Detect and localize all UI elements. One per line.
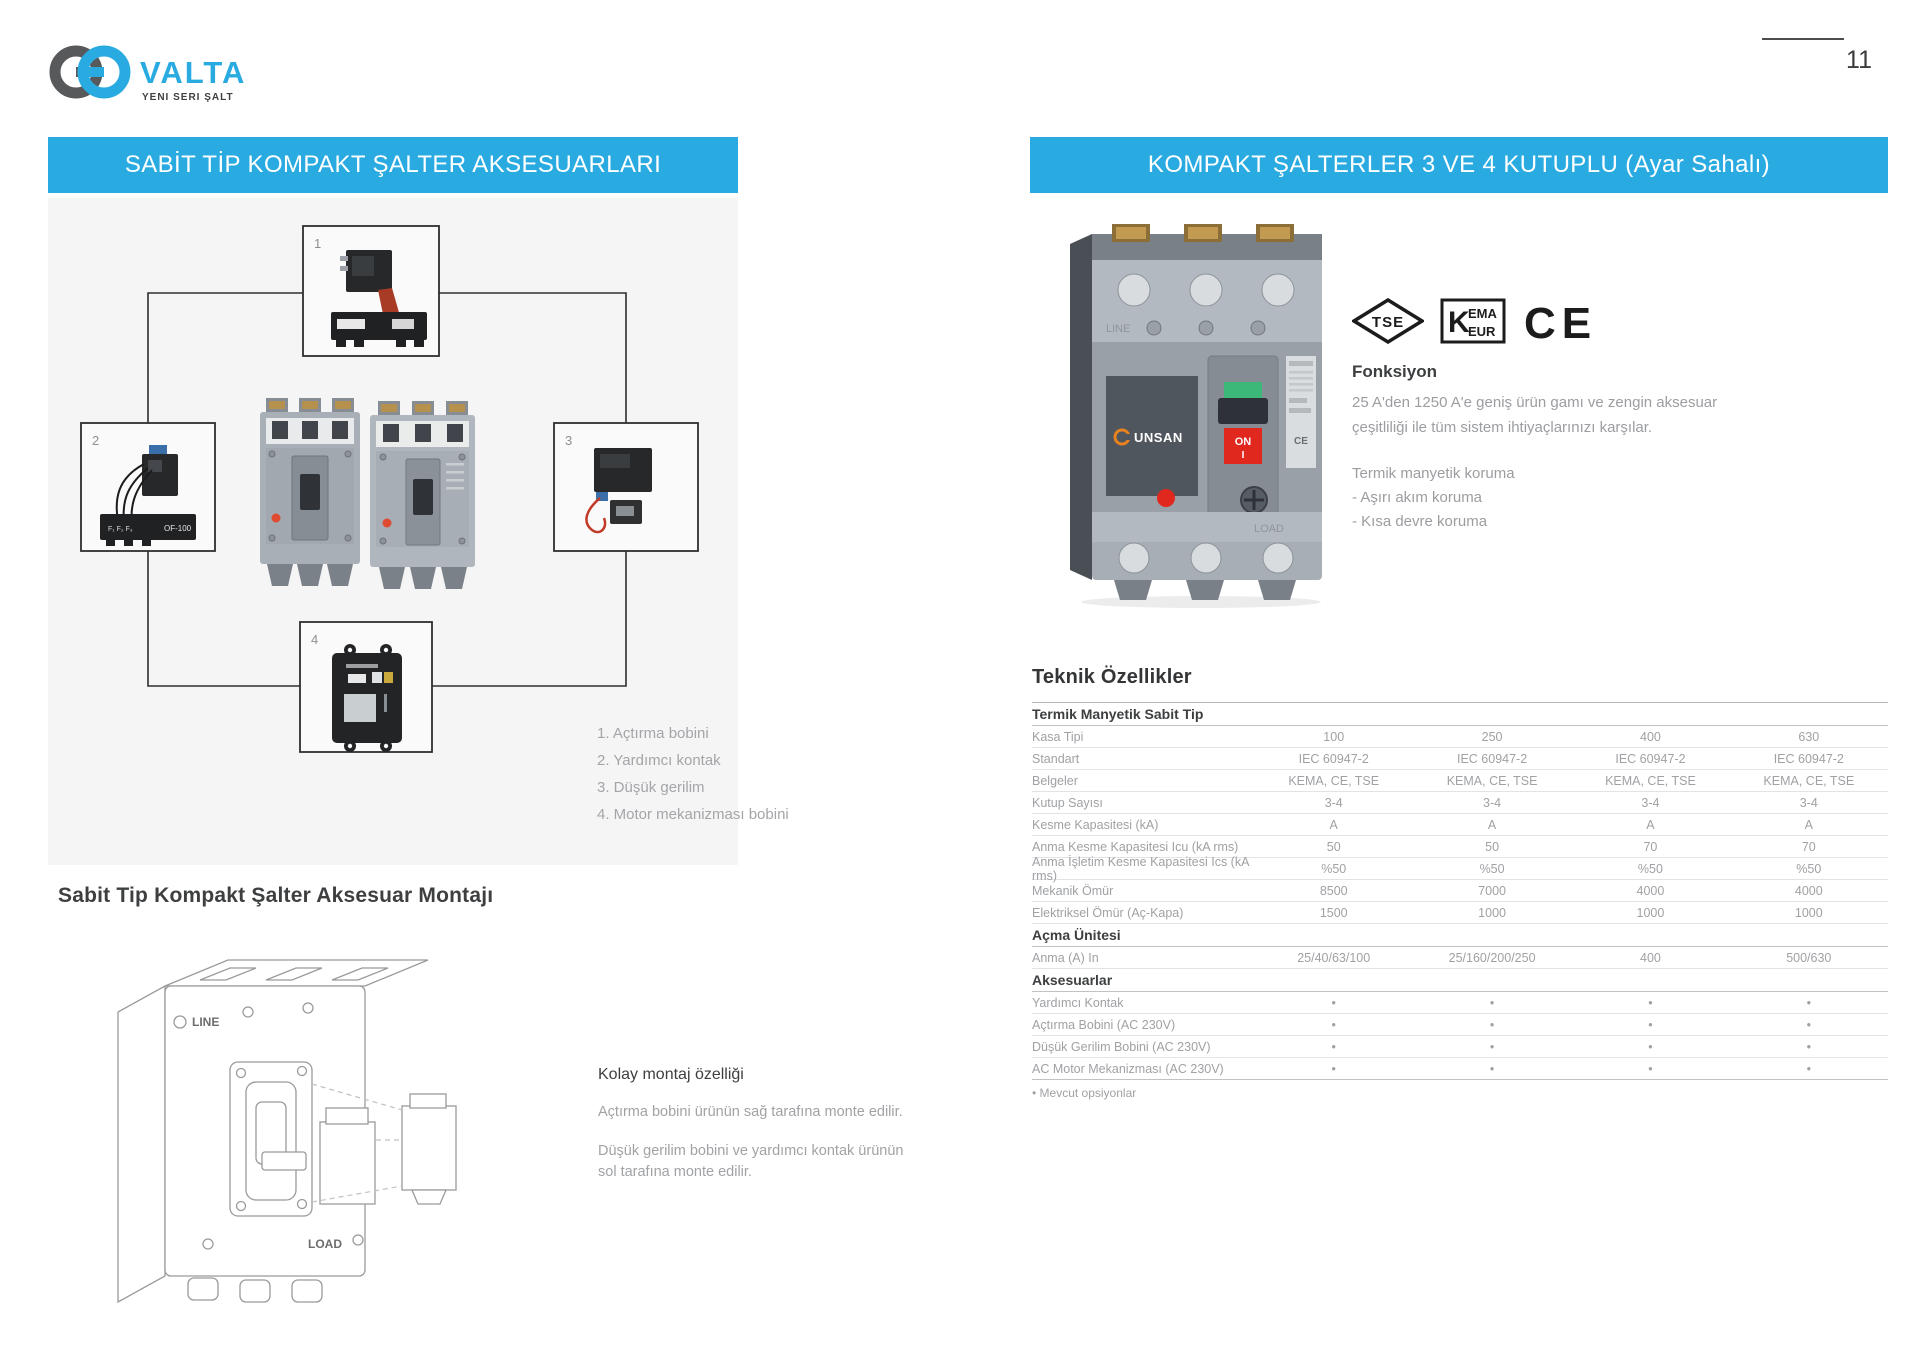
brand-logo [48,40,278,108]
row-value: %50 [1321,861,1347,876]
breaker-photo-right [370,401,475,589]
svg-text:EMA: EMA [1468,306,1497,321]
row-value: • [1489,1039,1495,1054]
row-value: 4000 [1636,883,1665,898]
toggle-handle [1218,398,1268,424]
row-label: Anma İşletim Kesme Kapasitesi Ics (kA rms) [1032,854,1249,883]
table-section-header: Açma Ünitesi [1032,924,1888,947]
kema-keur-mark-icon [1440,298,1506,344]
adjust-screw [1241,487,1267,513]
row-value: 100 [1323,729,1345,744]
row-value: %50 [1479,861,1505,876]
row-value: 400 [1640,729,1661,744]
breaker-load-label: LOAD [1254,523,1284,535]
row-value: 8500 [1319,883,1348,898]
protection-line-3: - Kısa devre koruma [1352,513,1488,530]
row-value: 3-4 [1483,795,1502,810]
row-value: IEC 60947-2 [1773,751,1844,766]
row-value: • [1648,1061,1653,1076]
right-section-header: KOMPAKT ŞALTERLER 3 VE 4 KUTUPLU (Ayar Sahalı) [1030,137,1888,193]
row-value: 400 [1640,950,1661,965]
table-row [1032,902,1888,924]
box3-number: 3 [565,433,573,448]
row-value: 70 [1801,839,1816,854]
row-value: 3-4 [1799,795,1818,810]
top-terminals [1112,224,1294,242]
montaj-drawing [80,944,490,1329]
row-label: Kasa Tipi [1032,729,1084,744]
row-value: KEMA, CE, TSE [1288,773,1380,788]
tech-table-title: Teknik Özellikler [1032,666,1192,688]
product-photo [1056,206,1341,616]
accessory-legend [597,720,857,828]
row-value: KEMA, CE, TSE [1605,773,1696,788]
table-section-header: Aksesuarlar [1032,969,1888,992]
table-footnote: • Mevcut opsiyonlar [1032,1086,1137,1100]
montaj-paragraph-1: Açtırma bobini ürünün sağ tarafına monte edilir. [598,1104,903,1120]
row-value: IEC 60947-2 [1298,751,1369,766]
row-value: A [1804,817,1813,832]
protection-line-2: - Aşırı akım koruma [1352,489,1483,506]
drawing-line-label: LINE [192,1015,220,1029]
spec-ce-mark: CE [1294,436,1308,447]
svg-text:EUR: EUR [1468,324,1496,339]
green-indicator [1224,382,1262,398]
logo-brand-text: VALTA [140,55,247,90]
brand-panel [1106,376,1198,496]
table-row [1032,1036,1888,1058]
row-label: AC Motor Mekanizması (AC 230V) [1032,1061,1224,1076]
montaj-paragraph-2: Düşük gerilim bobini ve yardımcı kontak ürünün sol tarafına monte edilir. [598,1143,904,1180]
row-value: 250 [1481,729,1503,744]
on-label: ON [1234,436,1252,448]
row-value: 1000 [1636,905,1665,920]
fonksiyon-body: 25 A'den 1250 A'e geniş ürün gamı ve zengin aksesuar çeşitliliği ile tüm sistem ihtiyaçlarınızı karşılar. [1352,394,1718,436]
row-label: Açtırma Bobini (AC 230V) [1032,1017,1176,1032]
page-number-rule [1762,38,1844,40]
montaj-heading: Sabit Tip Kompakt Şalter Aksesuar Montajı [58,884,494,907]
row-value: • [1331,1039,1336,1054]
row-value: 3-4 [1324,795,1343,810]
row-value: 1000 [1794,905,1823,920]
fonksiyon-protection-list [1352,462,1772,534]
drawing-load-label: LOAD [308,1237,342,1251]
row-value: 7000 [1478,883,1506,898]
table-row [1032,726,1888,748]
accessory-box-1 [303,226,439,356]
logo-tagline: YENI SERI ŞALT [142,92,234,103]
svg-text:F₁ F₂ F₃: F₁ F₂ F₃ [108,526,133,533]
certification-marks [1352,298,1772,344]
table-row [1032,770,1888,792]
motor-mechanism-image [332,644,402,752]
row-value: 50 [1326,839,1341,854]
row-value: %50 [1637,861,1663,876]
legend-item: 3. Düşük gerilim [597,779,705,796]
table-row [1032,1014,1888,1036]
left-section-header: SABİT TİP KOMPAKT ŞALTER AKSESUARLARI [48,137,738,193]
row-value: 70 [1643,839,1658,854]
accessory-box-3 [554,423,698,551]
table-row [1032,880,1888,902]
row-value: KEMA, CE, TSE [1446,773,1538,788]
bottom-fins [1114,580,1296,600]
breaker-photo-left [260,398,360,586]
row-value: • [1806,1017,1811,1032]
row-value: • [1331,995,1336,1010]
row-label: Düşük Gerilim Bobini (AC 230V) [1032,1039,1211,1054]
row-value: 4000 [1794,883,1823,898]
table-row [1032,748,1888,770]
row-label: Anma (A) In [1032,950,1099,965]
table-section-header: Termik Manyetik Sabit Tip [1032,703,1888,726]
row-value: IEC 60947-2 [1456,751,1528,766]
row-value: 25/160/200/250 [1448,950,1536,965]
table-row [1032,854,1888,883]
row-value: 3-4 [1641,795,1660,810]
montaj-feature-heading: Kolay montaj özelliği [598,1066,744,1083]
accessory-box-4 [300,622,432,752]
row-value: A [1487,817,1497,832]
row-value: KEMA, CE, TSE [1763,773,1855,788]
fonksiyon-heading: Fonksiyon [1352,362,1438,381]
row-value: • [1806,1039,1811,1054]
row-label: Belgeler [1032,773,1078,788]
montaj-text-block [598,1066,908,1183]
page-number: 11 [1846,46,1872,74]
drawing-accessory-floating [402,1106,456,1190]
row-label: Kutup Sayısı [1032,795,1103,810]
row-value: %50 [1796,861,1822,876]
legend-item: 2. Yardımcı kontak [597,752,721,769]
row-label: Mekanik Ömür [1032,883,1114,898]
svg-text:CE: CE [1524,299,1598,344]
product-info-column [1352,298,1772,534]
row-label: Kesme Kapasitesi (kA) [1032,817,1159,832]
row-value: • [1806,1061,1811,1076]
row-label: Yardımcı Kontak [1032,995,1124,1010]
box1-number: 1 [314,236,322,251]
tse-mark-icon [1352,298,1424,344]
table-row [1032,814,1888,836]
spec-label [1286,356,1316,468]
product-brand: UNSAN [1134,430,1183,445]
table-row [1032,947,1888,969]
row-value: • [1648,1039,1653,1054]
breaker-line-label: LINE [1106,323,1131,335]
table-row [1032,1058,1888,1080]
row-value: A [1646,817,1655,832]
on-sub-label: I [1241,450,1245,461]
row-value: • [1331,1017,1336,1032]
row-value: • [1489,1017,1495,1032]
ce-mark-icon [1522,298,1600,344]
table-row [1032,792,1888,814]
row-value: 1000 [1478,905,1506,920]
row-value: • [1489,1061,1495,1076]
row-value: 630 [1798,729,1820,744]
row-label: Elektriksel Ömür (Aç-Kapa) [1032,905,1184,920]
row-value: • [1489,995,1495,1010]
row-label: Standart [1032,751,1080,766]
row-label: Anma Kesme Kapasitesi Icu (kA rms) [1032,839,1239,854]
row-value: 50 [1485,839,1500,854]
tech-table-body [1032,702,1888,1080]
protection-line-1: Termik manyetik koruma [1352,465,1515,482]
row-value: 25/40/63/100 [1297,950,1371,965]
row-value: IEC 60947-2 [1615,751,1686,766]
legend-item: 4. Motor mekanizması bobini [597,806,789,823]
svg-text:TSE: TSE [1371,314,1405,331]
row-value: 500/630 [1786,950,1832,965]
box4-number: 4 [311,632,319,647]
row-value: A [1329,817,1338,832]
row-value: • [1648,995,1653,1010]
row-value: • [1806,995,1811,1010]
breaker-side-face [1070,234,1092,580]
legend-item: 1. Açtırma bobini [597,725,709,742]
row-value: 1500 [1319,905,1348,920]
drawing-side-face [118,986,165,1302]
svg-text:K: K [1448,306,1470,339]
valta-logo-icon [48,40,278,108]
bottom-holes [1119,543,1293,573]
row-value: • [1331,1061,1336,1076]
row-value: • [1648,1017,1653,1032]
of-100-label: OF-100 [164,524,192,533]
accessory-box-2 [81,423,215,551]
box2-number: 2 [92,433,100,448]
trip-button [1157,489,1175,507]
table-row [1032,992,1888,1014]
